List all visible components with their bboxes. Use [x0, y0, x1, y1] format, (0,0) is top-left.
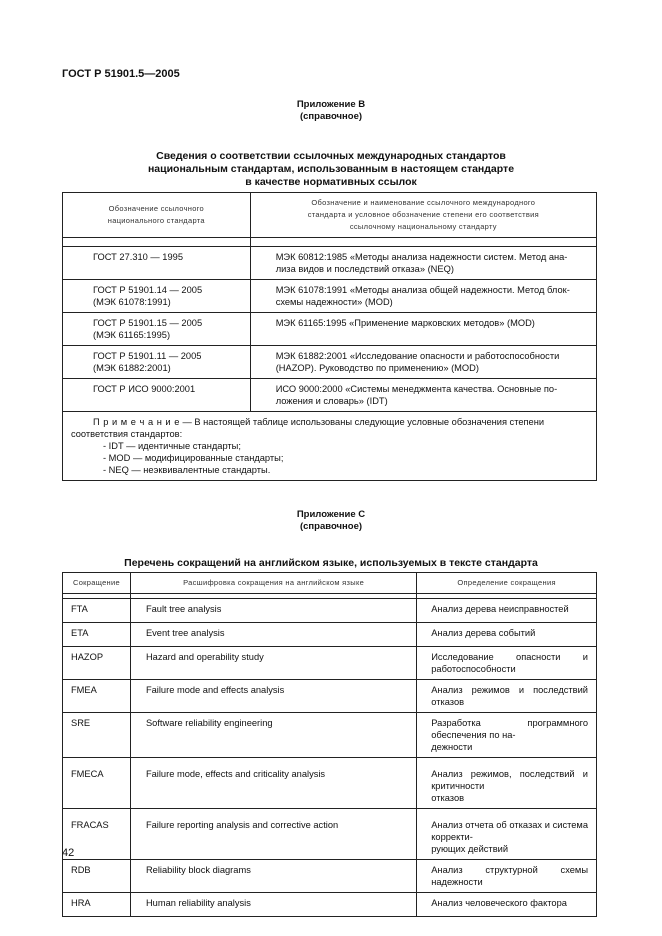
column-header-english: Расшифровка сокращения на английском языке: [130, 573, 416, 594]
english-cell: Hazard and operability study: [130, 647, 416, 680]
table-note: [63, 412, 597, 481]
definition-cell: Анализ структурной схемы надежности: [417, 860, 597, 893]
definition-cell: Анализ режимов и последствий отказов: [417, 680, 597, 713]
note-label: П р и м е ч а н и е: [93, 417, 180, 427]
table-row: [63, 809, 597, 860]
document-code: ГОСТ Р 51901.5—2005: [62, 68, 180, 80]
column-header-national: Обозначение ссылочного национального стандарта: [63, 193, 251, 238]
column-header-abbreviation: Сокращение: [63, 573, 131, 594]
english-cell: Reliability block diagrams: [130, 860, 416, 893]
abbreviation-cell: RDB: [63, 860, 131, 893]
english-cell: Event tree analysis: [130, 623, 416, 647]
note-text: — В настоящей таблице использованы следующие условные обозначения степени: [179, 417, 545, 427]
english-cell: Fault tree analysis: [130, 599, 416, 623]
table-row: [63, 280, 597, 313]
table-row: [63, 313, 597, 346]
international-standard-cell: ИСО 9000:2000 «Системы менеджмента качества. Основные по- ложения и словарь» (IDT): [250, 379, 596, 412]
heading-line: в качестве нормативных ссылок: [245, 176, 417, 188]
english-cell: Failure reporting analysis and corrective action: [130, 809, 416, 860]
table-row: [63, 346, 597, 379]
definition-cell: Анализ дерева неисправностей: [417, 599, 597, 623]
table-spacer-row: [63, 238, 597, 247]
appendix-b-heading: [0, 150, 662, 189]
international-standard-cell: МЭК 61882:2001 «Исследование опасности и работоспособности (HAZOP). Руководство по применению» (MOD): [250, 346, 596, 379]
abbreviation-cell: FTA: [63, 599, 131, 623]
table-header-row: [63, 193, 597, 238]
english-cell: Software reliability engineering: [130, 713, 416, 758]
appendix-c-subtitle: (справочное): [299, 521, 363, 532]
abbreviation-cell: SRE: [63, 713, 131, 758]
abbreviation-cell: FMEA: [63, 680, 131, 713]
note-item: - IDT — идентичные стандарты;: [103, 441, 241, 451]
table-row: [63, 893, 597, 917]
abbreviations-table: [62, 572, 597, 917]
table-row: [63, 599, 597, 623]
national-standard-cell: ГОСТ Р 51901.14 — 2005 (МЭК 61078:1991): [63, 280, 251, 313]
international-standard-cell: МЭК 61078:1991 «Методы анализа общей надежности. Метод блок- схемы надежности» (MOD): [250, 280, 596, 313]
abbreviation-cell: HRA: [63, 893, 131, 917]
international-standard-cell: МЭК 60812:1985 «Методы анализа надежности систем. Метод ана- лиза видов и последствий отказа» (NEQ): [250, 247, 596, 280]
definition-cell: Анализ дерева событий: [417, 623, 597, 647]
heading-line: национальным стандартам, использованным в настоящем стандарте: [147, 163, 515, 175]
table-row: [63, 713, 597, 758]
national-standard-cell: ГОСТ Р ИСО 9000:2001: [63, 379, 251, 412]
table-row: [63, 379, 597, 412]
table-row: [63, 647, 597, 680]
appendix-c-heading: Перечень сокращений на английском языке, используемых в тексте стандарта: [124, 557, 538, 569]
abbreviation-cell: FMECA: [63, 758, 131, 809]
appendix-c-title: Приложение С: [296, 509, 366, 520]
column-header-international: Обозначение и наименование ссылочного международного стандарта и условное обозначение степени его соответствия ссылочному национальному стандарту: [250, 193, 596, 238]
page-number: 42: [62, 847, 75, 859]
note-item: - NEQ — неэквивалентные стандарты.: [103, 465, 271, 475]
appendix-b-title: Приложение В: [296, 99, 366, 110]
references-table: [62, 192, 597, 481]
appendix-b-subtitle: (справочное): [299, 111, 363, 122]
table-header-row: [63, 573, 597, 594]
abbreviation-cell: FRACAS: [63, 809, 131, 860]
table-row: [63, 247, 597, 280]
english-cell: Failure mode, effects and criticality analysis: [130, 758, 416, 809]
note-text-continued: соответствия стандартов:: [71, 429, 183, 439]
abbreviation-cell: ETA: [63, 623, 131, 647]
abbreviation-cell: HAZOP: [63, 647, 131, 680]
definition-cell: Анализ отчета об отказах и система корректи- рующих действий: [417, 809, 597, 860]
definition-cell: Разработка программного обеспечения по на- дежности: [417, 713, 597, 758]
definition-cell: Исследование опасности и работоспособности: [417, 647, 597, 680]
heading-line: Сведения о соответствии ссылочных международных стандартов: [156, 150, 506, 162]
english-cell: Failure mode and effects analysis: [130, 680, 416, 713]
table-row: [63, 758, 597, 809]
definition-cell: Анализ человеческого фактора: [417, 893, 597, 917]
national-standard-cell: ГОСТ Р 51901.15 — 2005 (МЭК 61165:1995): [63, 313, 251, 346]
national-standard-cell: ГОСТ Р 51901.11 — 2005 (МЭК 61882:2001): [63, 346, 251, 379]
national-standard-cell: ГОСТ 27.310 — 1995: [63, 247, 251, 280]
table-row: [63, 680, 597, 713]
table-row: [63, 860, 597, 893]
note-item: - MOD — модифицированные стандарты;: [103, 453, 284, 463]
note-row: [63, 412, 597, 481]
table-row: [63, 623, 597, 647]
english-cell: Human reliability analysis: [130, 893, 416, 917]
definition-cell: Анализ режимов, последствий и критичности отказов: [417, 758, 597, 809]
column-header-definition: Определение сокращения: [417, 573, 597, 594]
international-standard-cell: МЭК 61165:1995 «Применение марковских методов» (MOD): [250, 313, 596, 346]
